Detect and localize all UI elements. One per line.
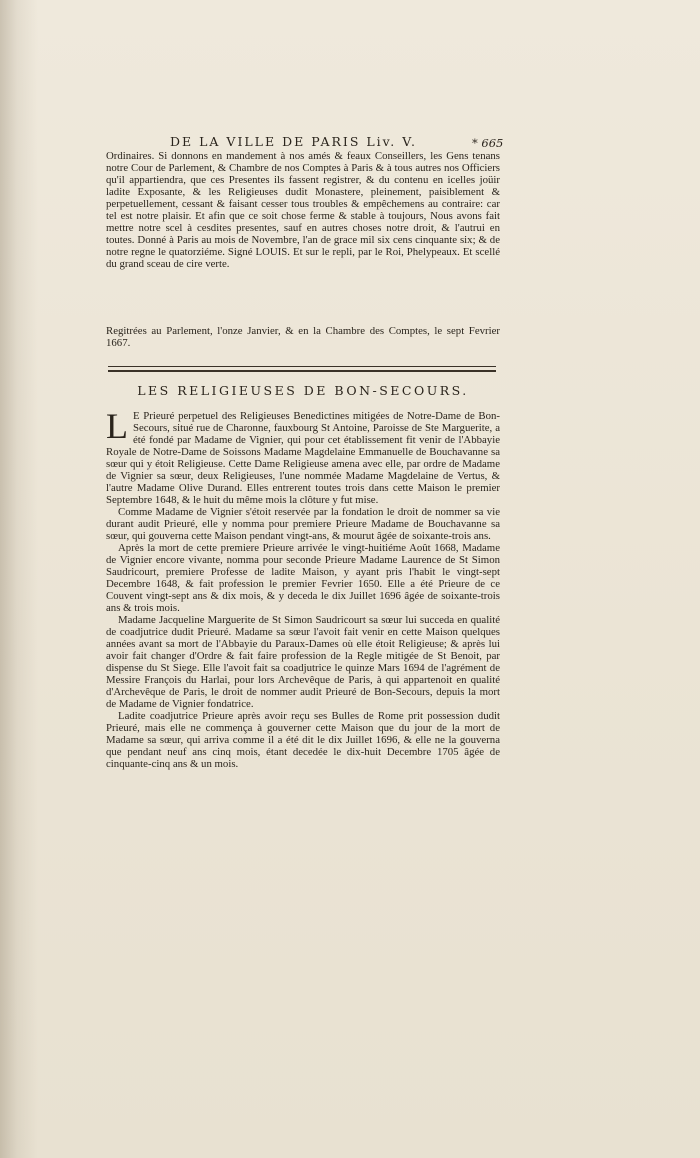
decree-paragraph: Ordinaires. Si donnons en mandement à nos amés & feaux Conseillers, les Gens tenans notre Cour de Parlement, & Chambre de nos Comptes à Paris & à tous autres nos Officiers qu'il appartiendra, que ces Presentes ils fassent registrer, & du contenu en icelles joüir ladite Exposante, & les Religieuses dudit Monastere, pleinement, paisiblement & perpetuellement, cessant & faisant cesser tous troubles & empêchemens au contraire: car tel est notre plaisir. Et afin que ce soit chose ferme & stable à toujours, Nous avons fait mettre notre scel à cesdites presentes, sauf en autres choses notre droit, & l'autrui en toutes. Donné à Paris au mois de Novembre, l'an de grace mil six cens cinquante six; & de notre regne le quatorziéme. Signé LOUIS. Et sur le repli, par le Roi, Phelypeaux. Et scellé du grand sceau de cire verte.: [106, 150, 500, 270]
running-head: DE LA VILLE DE PARIS Liv. V.: [170, 134, 418, 149]
registration-note: Regitrées au Parlement, l'onze Janvier, & en la Chambre des Comptes, le sept Fevrier 1667.: [106, 325, 500, 349]
section-divider-thick: [108, 370, 496, 372]
paragraph-5: Ladite coadjutrice Prieure après avoir reçu ses Bulles de Rome prit possession dudit Prieuré, mais elle ne commença à gouverner cette Maison que du jour de la mort de Madame sa sœur, qui arriva comme il a été dit le dix Juillet 1696, & elle ne la gouverna que pendant neuf ans cinq mois, étant decedée le dix-huit Decembre 1705 âgée de cinquante-cinq ans & un mois.: [106, 710, 500, 770]
section-divider-thin: [108, 366, 496, 367]
paragraph-1-text: E Prieuré perpetuel des Religieuses Benedictines mitigées de Notre-Dame de Bon-Secours, situé rue de Charonne, fauxbourg St Antoine, Paroisse de Ste Marguerite, a été fondé par Madame de Vignier, qui pour cet établissement fit venir de l'Abbayie Royale de Notre-Dame de Soissons Madame Magdelaine Emmanuelle de Bouchavanne sa sœur qui y étoit Religieuse. Cette Dame Religieuse amena avec elle, par ordre de Madame de Vignier sa sœur, deux Religieuses, l'une nommée Madame Magdelaine de Vertus, & l'autre Madame Olive Durand. Elles entrerent toutes trois dans cette Maison le premier Septembre 1648, & le huit du même mois la clôture y fut mise.: [106, 410, 500, 506]
page-gutter-shadow: [0, 0, 38, 1158]
paragraph-4: Madame Jacqueline Marguerite de St Simon Saudricourt sa sœur lui succeda en qualité de coadjutrice dudit Prieuré. Madame sa sœur l'avoit fait venir en cette Maison quelques années avant sa mort de l'Abbayie du Paraux-Dames où elle étoit Religieuse; & après lui avoir fait changer d'Ordre & fait faire profession de la Regle mitigée de St Benoit, par dispense du St Siege. Elle l'avoit fait sa coadjutrice le quinze Mars 1694 de l'agrément de Messire François du Harlai, pour lors Archevêque de Paris, à qui appartenoit en qualité d'Archevêque de Paris, le droit de nommer audit Prieuré de Bon-Secours, depuis la mort de Madame de Vignier fondatrice.: [106, 614, 500, 710]
page-number: * 665: [472, 136, 504, 150]
paragraph-1: [106, 410, 500, 506]
drop-cap: L: [106, 410, 128, 446]
section-body: [106, 410, 500, 910]
paragraph-3: Après la mort de cette premiere Prieure arrivée le vingt-huitiéme Août 1668, Madame de Vignier encore vivante, nomma pour seconde Prieure Madame Laurence de St Simon Saudricourt, premiere Professe de ladite Maison, y ayant pris l'habit le vingt-sept Decembre 1648, & fait profession le premier Fevrier 1650. Elle a été Prieure de ce Couvent vingt-sept ans & dix mois, & y deceda le dix Juillet 1696 âgée de soixante-trois ans & trois mois.: [106, 542, 500, 614]
paragraph-2: Comme Madame de Vignier s'étoit reservée par la fondation le droit de nommer sa vie durant audit Prieuré, elle y nomma pour premiere Prieure Madame de Bouchavanne sa sœur, qui gouverna cette Maison pendant vingt-ans, & mourut âgée de soixante-trois ans.: [106, 506, 500, 542]
section-title: LES RELIGIEUSES DE BON-SECOURS.: [137, 383, 469, 398]
